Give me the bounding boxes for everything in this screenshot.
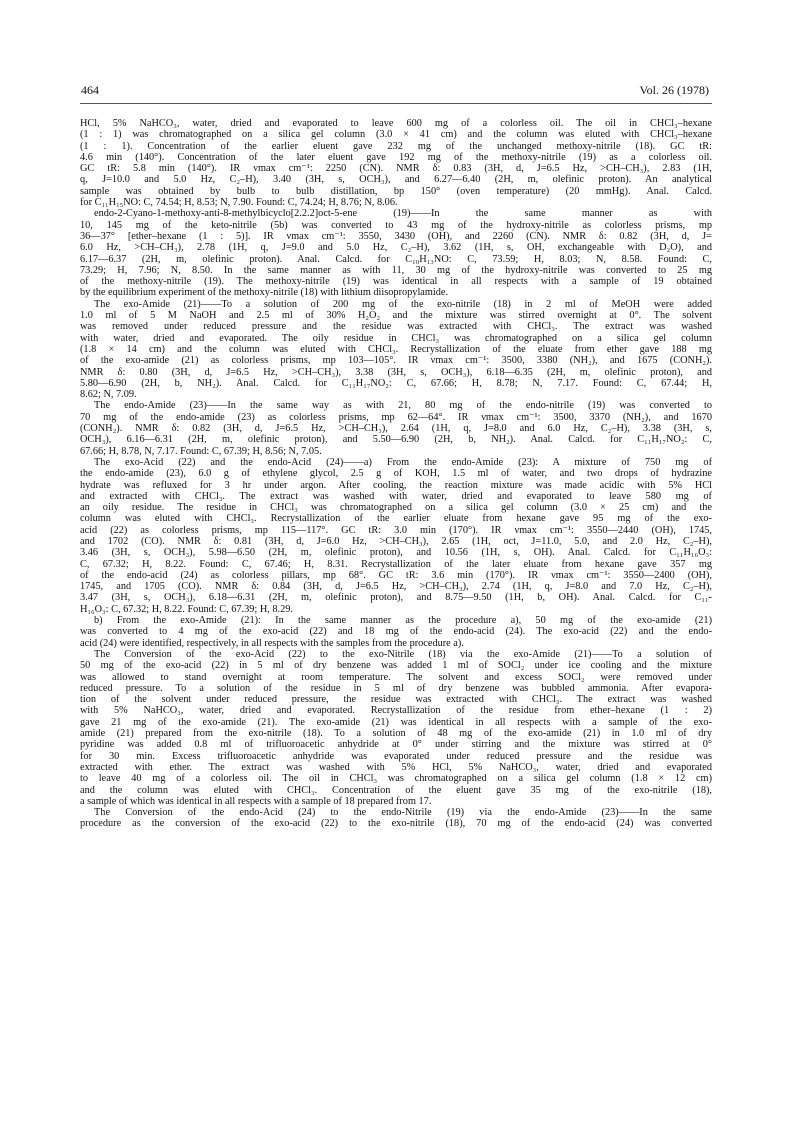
text-line: GC tR: 5.8 min (140°). IR νmax cm⁻¹: 2250 (CN). NMR δ: 0.83 (3H, d, J=6.5 Hz, >CH–CH₃), 2.83 (1H, [80,163,712,175]
text-line: tion of the solvent under reduced pressure, the residue was extracted with CHCl₃. The extract was washed [80,694,712,706]
text-line: of the endo-acid (24) as colorless pillars, mp 68°. GC tR: 3.6 min (170°). IR νmax cm⁻¹: 3550—2400 (OH), [80,569,712,581]
text-line: an oily residue. The residue in CHCl₃ was chromatographed on a silica gel column (3.0 × 25 cm) and the [80,502,712,514]
text-line: q, J=10.0 and 5.0 Hz, C₂–H), 3.40 (3H, s, OCH₃), and 6.27—6.40 (2H, m, olefinic proton). An analytical [80,174,712,186]
text-line: endo-2-Cyano-1-methoxy-anti-8-methylbicyclo[2.2.2]oct-5-ene (19)——In the same manner as with [94,208,712,220]
text-line: hydrate was refluxed for 3 hr under argon. After cooling, the reaction mixture was made acidic with 5% HCl [80,479,712,491]
text-line: 8.62; N, 7.09. [80,389,137,401]
text-line: 10, 145 mg of the keto-nitrile (5b) was converted to 43 mg of the hydroxy-nitrile as colorless prisms, mp [80,219,712,231]
text-line: to leave 40 mg of a colorless oil. The oil in CHCl₃ was chromatographed on a silica gel column (1.8 × 12 cm) [80,773,712,785]
text-line: 3.46 (3H, s, OCH₃), 5.98—6.50 (2H, m, olefinic proton), and 10.56 (1H, s, OH). Anal. Calcd. for C₁₁H₁₆O₃: [80,547,712,559]
text-line: H₁₆O₃: C, 67.32; H, 8.22. Found: C, 67.39; H, 8.29. [80,603,294,615]
text-line: The exo-Acid (22) and the endo-Acid (24)——a) From the endo-Amide (23): A mixture of 750 mg of [94,456,712,468]
text-line: (1.8 × 14 cm) and the column was eluted with CHCl₃. Recrystallization of the eluate from ether gave 188 mg [80,343,712,355]
text-line: gave 21 mg of the exo-amide (21). The exo-amide (21) was identical in all respects with a sample of the exo- [80,716,712,728]
text-line: of the exo-amide (21) as colorless prisms, mp 103—105°. IR νmax cm⁻¹: 3500, 3380 (NH₂), and 1675 (CONH₂). [80,355,712,367]
text-line: of the methoxy-nitrile (19). The methoxy-nitrile (19) was identical in all respects with a sample of 19 obtained [80,276,712,288]
text-line: was removed under reduced pressure and the residue was extracted with CHCl₃. The extract was washed [80,321,712,333]
body-text [80,118,712,830]
text-line: sample was obtained by bulb to bulb distillation, bp 150° (oven temperature) (20 mmHg). Anal. Calcd. [80,185,712,197]
text-line: 4.6 min (140°). Concentration of the later eluent gave 192 mg of the methoxy-nitrile (19) as a colorless oil. [80,151,712,163]
text-line: C, 67.32; H, 8.22. Found: C, 67.46; H, 8.31. Recrystallization of the later eluate from hexane gave 357 mg [80,558,712,570]
text-line: HCl, 5% NaHCO₃, water, dried and evaporated to leave 600 mg of a colorless oil. The oil in CHCl₃–hexane [80,118,712,129]
text-line: 5.80—6.90 (2H, b, NH₂). Anal. Calcd. for C₁₁H₁₇NO₂: C, 67.66; H, 8.78; N, 7.17. Found: C, 67.44; H, [80,377,712,389]
text-line: and the column was eluted with CHCl₃. Concentration of the eluent gave 35 mg of the exo-nitrile (18), [80,784,712,796]
text-line: 36—37° [ether–hexane (1 : 5)]. IR νmax cm⁻¹: 3550, 3430 (OH), and 2260 (CN). NMR δ: 0.82 (3H, d, J= [80,230,712,242]
text-line: The Conversion of the endo-Acid (24) to the endo-Nitrile (19) via the endo-Amide (23)——In the same [94,807,712,819]
text-line: NMR δ: 0.80 (3H, d, J=6.5 Hz, >CH–CH₃), 3.38 (3H, s, OCH₃), 6.18—6.35 (2H, m, olefinic proton), and [80,366,712,378]
text-line: acid (22) as colorless prisms, mp 115—117°. GC tR: 3.0 min (170°). IR νmax cm⁻¹: 3550—2440 (OH), 1745, [80,524,712,536]
text-line: amide (21) prepared from the exo-nitrile (18). To a solution of 48 mg of the exo-amide (21) in 1.0 ml of dry [80,728,712,740]
text-line: The exo-Amide (21)——To a solution of 200 mg of the exo-nitrile (18) in 2 ml of MeOH were added [94,298,712,310]
text-line: The Conversion of the exo-Acid (22) to the exo-Nitrile (18) via the exo-Amide (21)——To a solution of [94,648,712,660]
text-line: by the equilibrium experiment of the methoxy-nitrile (18) with lithium diisopropylamide. [80,287,449,299]
header-rule [80,103,712,104]
text-line: procedure as the conversion of the exo-acid (22) to the exo-nitrile (18), 70 mg of the endo-acid (24) was converted [80,818,712,830]
text-line: reduced pressure. To a solution of the residue in 5 ml of dry benzene was bubbled ammonia. After evapora- [80,682,712,694]
text-line: acid (24) were identified, respectively, in all respects with the samples from the procedure a). [80,637,464,649]
text-line: a sample of which was identical in all respects with a sample of 18 prepared from 17. [80,795,432,807]
text-line: for 30 min. Excess trifluoroacetic anhydride was evaporated under reduced pressure and the residue was [80,750,712,762]
page-number: 464 [81,83,99,97]
text-line: 3.47 (3H, s, OCH₃), 6.18—6.31 (2H, m, olefinic proton), and 8.75—9.50 (1H, b, OH). Anal. Calcd. for C₁₁- [80,592,712,604]
text-line: for C₁₁H₁₅NO: C, 74.54; H, 8.53; N, 7.90. Found: C, 74.24; H, 8.76; N, 8.06. [80,197,398,209]
text-line: was allowed to stand overnight at room temperature. The solvent and excess SOCl₂ were removed under [80,671,712,683]
text-line: the endo-amide (23), 6.0 g of ethylene glycol, 2.5 g of KOH, 1.5 ml of water, and two drops of hydrazine [80,468,712,480]
text-line: 1745, and 1705 (CO). NMR δ: 0.84 (3H, d, J=6.5 Hz, >CH–CH₃), 2.74 (1H, q, J=8.0 and 7.0 Hz, C₂–H), [80,581,712,593]
text-line: (1 : 1) was chromatographed on a silica gel column (3.0 × 41 cm) and the column was eluted with CHCl₃–hexane [80,129,712,141]
volume-label: Vol. 26 (1978) [639,83,709,97]
text-line: and extracted with CHCl₃. The extract was washed with water, dried and evaporated to leave 580 mg of [80,490,712,502]
text-line: b) From the exo-Amide (21): In the same manner as the procedure a), 50 mg of the exo-amide (21) [94,615,712,627]
text-line: 70 mg of the endo-amide (23) as colorless prisms, mp 62—64°. IR νmax cm⁻¹: 3500, 3370 (NH₂), and 1670 [80,411,712,423]
text-line: 73.29; H, 7.96; N, 8.50. In the same manner as with 11, 30 mg of the hydroxy-nitrile was converted to 25 mg [80,264,712,276]
text-line: 67.66; H, 8.78, N, 7.17. Found: C, 67.39; H, 8.56; N, 7.05. [80,445,322,457]
text-line: OCH₃), 6.16—6.31 (2H, m, olefinic proton), and 5.50—6.90 (2H, b, NH₂). Anal. Calcd. for C₁₁H₁₇NO₂: C, [80,434,712,446]
text-line: and 1702 (CO). NMR δ: 0.81 (3H, d, J=6.0 Hz, >CH–CH₃), 2.65 (1H, oct, J=11.0, 5.0, and 2.0 Hz, C₂–H), [80,535,712,547]
text-line: (1 : 1). Concentration of the earlier eluent gave 232 mg of the unchanged methoxy-nitrile (18). GC tR: [80,140,712,152]
text-line: with water, dried and evaporated. The oily residue in CHCl₃ was chromatographed on a silica gel column [80,332,712,344]
text-line: pyridine was added 0.8 ml of trifluoroacetic anhydride at 0° under stirring and the mixture was stirred at 0° [80,739,712,751]
text-line: 1.0 ml of 5 M NaOH and 2.5 ml of 30% H₂O₂ and the mixture was stirred overnight at 0°. The solvent [80,310,712,322]
text-line: column was eluted with CHCl₃. Recrystallization of the earlier eluate from hexane gave 95 mg of the exo- [80,513,712,525]
text-line: (CONH₂). NMR δ: 0.82 (3H, d, J=6.5 Hz, >CH–CH₃), 2.64 (1H, q, J=8.0 and 6.0 Hz, C₂–H), 3.38 (3H, s, [80,423,712,435]
text-line: The endo-Amide (23)——In the same way as with 21, 80 mg of the endo-nitrile (19) was converted to [94,400,712,412]
text-line: extracted with ether. The extract was washed with 5% HCl, 5% NaHCO₃, water, dried and evaporated [80,761,712,773]
text-line: 6.0 Hz, >CH–CH₃), 2.78 (1H, q, J=9.0 and 5.0 Hz, C₂–H), 3.62 (1H, s, OH, exchangeable with D₂O), and [80,242,712,254]
text-line: with 5% NaHCO₃, water, dried and evaporated. Recrystallization of the residue from ether–hexane (1 : 2) [80,705,712,717]
text-line: 50 mg of the exo-acid (22) in 5 ml of dry benzene was added 1 ml of SOCl₂ under ice cooling and the mixture [80,660,712,672]
text-line: was converted to 4 mg of the exo-acid (22) and 18 mg of the endo-acid (24). The exo-acid (22) and the endo- [80,626,712,638]
text-line: 6.17—6.37 (2H, m, olefinic proton). Anal. Calcd. for C₁₀H₁₃NO: C, 73.59; H, 8.03; N, 8.58. Found: C, [80,253,712,265]
